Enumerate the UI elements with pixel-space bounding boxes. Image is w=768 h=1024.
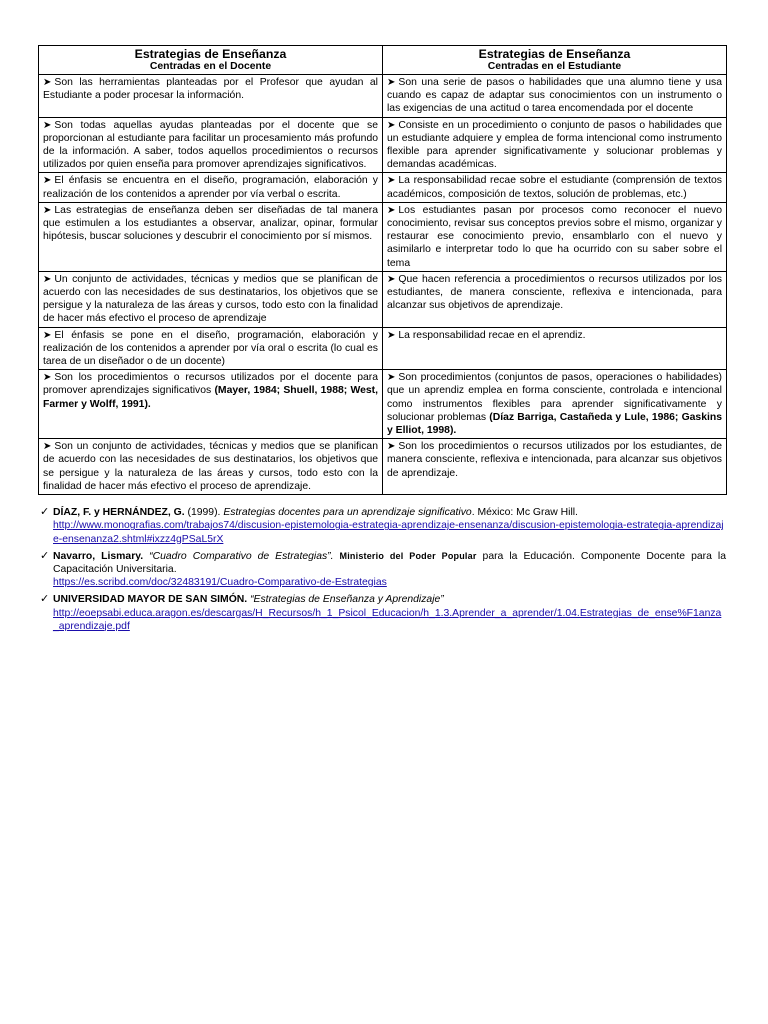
reference-item <box>38 550 726 590</box>
reference-title: “Estrategias de Enseñanza y Aprendizaje” <box>250 594 444 606</box>
arrow-bullet-icon: ➤ <box>387 273 396 285</box>
arrow-bullet-icon: ➤ <box>387 329 396 341</box>
reference-details: para la Educación. Componente Docente para la Capacitación Universitaria. <box>53 550 726 575</box>
cell-text-block <box>387 371 722 437</box>
citation-text: (Mayer, 1984; Shuell, 1988; West, Farmer y Wolff, 1991). <box>43 385 378 410</box>
cell-text-block <box>387 273 722 313</box>
arrow-bullet-icon: ➤ <box>43 329 52 341</box>
student-cell <box>383 117 727 173</box>
student-cell <box>383 327 727 370</box>
cell-text-block <box>43 329 378 369</box>
reference-citation <box>53 593 726 606</box>
cell-text: El énfasis se pone en el diseño, programación, elaboración y realización de los contenidos a aprender por vía oral o escrita (lo cual es tarea de un diseñador o de un docente) <box>43 329 378 368</box>
cell-text: Son un conjunto de actividades, técnicas y medios que se planifican de acuerdo con las necesidades de sus destinatarios, los objetivos que se persigue y la naturaleza de las áreas y cursos, todo esto con la finalidad de hacer más efectivo el proceso de aprendizaje. <box>43 441 378 492</box>
cell-text: Son las herramientas planteadas por el Profesor que ayudan al Estudiante a poder procesar la información. <box>43 77 378 102</box>
cell-text-block <box>43 273 378 326</box>
reference-author: Navarro, Lismary. <box>53 550 144 562</box>
teacher-cell <box>39 117 383 173</box>
table-row <box>39 370 727 439</box>
cell-text: Son todas aquellas ayudas planteadas por el docente que se proporcionan al estudiante para facilitar un procesamiento más profundo de la información. A saber, todos aquellos procedimientos o recursos utilizados por quien enseña para promover aprendizajes significativos. <box>43 119 378 171</box>
student-header-title: Estrategias de Enseñanza <box>478 47 631 61</box>
teacher-cell <box>39 173 383 202</box>
reference-link[interactable]: https://es.scribd.com/doc/32483191/Cuadro-Comparativo-de-Estrategias <box>53 577 387 589</box>
citation-text: (Díaz Barriga, Castañeda y Lule, 1986; Gaskins y Elliot, 1998). <box>387 411 723 437</box>
arrow-bullet-icon: ➤ <box>43 119 52 131</box>
checkmark-icon: ✓ <box>40 506 50 519</box>
reference-details: . México: Mc Graw Hill. <box>471 507 578 519</box>
cell-text: Son los procedimientos o recursos utilizados por el docente para promover aprendizajes significativos <box>43 372 378 397</box>
reference-ministry: Ministerio del Poder Popular <box>339 550 477 561</box>
cell-text: Son procedimientos (conjuntos de pasos, operaciones o habilidades) que un aprendiz emplea en forma consciente, controlada e intencional como instrumentos flexibles para aprender significativamente y solucionar problemas <box>387 372 722 423</box>
student-header-subtitle: Centradas en el Estudiante <box>487 61 622 72</box>
teacher-cell <box>39 370 383 439</box>
arrow-bullet-icon: ➤ <box>387 119 396 131</box>
arrow-bullet-icon: ➤ <box>43 204 52 216</box>
arrow-bullet-icon: ➤ <box>43 77 52 88</box>
arrow-bullet-icon: ➤ <box>387 441 396 453</box>
teacher-header-subtitle: Centradas en el Docente <box>149 61 272 72</box>
reference-link[interactable]: http://eoepsabi.educa.aragon.es/descargas/H_Recursos/h_1_Psicol_Educacion/h_1.3.Aprender_a_aprender/1.04.Estrategias_de_ense%F1anza_aprendizaje.pdf <box>53 607 722 632</box>
arrow-bullet-icon: ➤ <box>43 372 52 384</box>
table-row <box>39 327 727 370</box>
table-header-row <box>39 46 727 75</box>
arrow-bullet-icon: ➤ <box>43 273 52 285</box>
cell-text-block <box>387 119 722 172</box>
arrow-bullet-icon: ➤ <box>387 175 396 187</box>
student-cell <box>383 271 727 327</box>
cell-text-block <box>43 174 378 200</box>
cell-text: La responsabilidad recae en el aprendiz. <box>398 329 586 341</box>
cell-text-block <box>387 76 722 116</box>
cell-text: La responsabilidad recae sobre el estudiante (comprensión de textos académicos, composición de textos, solución de problemas, etc.) <box>387 175 722 200</box>
arrow-bullet-icon: ➤ <box>43 441 52 453</box>
cell-text-block <box>43 204 378 244</box>
cell-text-block <box>387 440 722 480</box>
table-row <box>39 202 727 271</box>
reference-item <box>38 506 726 546</box>
teacher-cell <box>39 439 383 495</box>
teacher-cell <box>39 271 383 327</box>
table-row <box>39 117 727 173</box>
teacher-header-title: Estrategias de Enseñanza <box>134 47 287 61</box>
cell-text: Consiste en un procedimiento o conjunto de pasos o habilidades que un estudiante adquiere y emplea de forma intencional como instrumento flexible para aprender significativamente y solucionar problemas y demandas académicas. <box>387 119 722 171</box>
cell-text: Los estudiantes pasan por procesos como reconocer el nuevo conocimiento, revisar sus conceptos previos sobre el mismo, organizar y restaurar ese conocimiento previo, ensamblarlo con el nuevo y asimilarlo e interpretar todo lo que ha ocurrido con su saber sobre el tema <box>387 204 722 269</box>
teacher-column-header <box>39 46 383 75</box>
cell-text-block <box>387 174 722 200</box>
cell-text: Son una serie de pasos o habilidades que una alumno tiene y usa cuando es capaz de adaptar sus conocimientos con un instrumento o las exigencias de una actitud o tarea encomendada por el docente <box>387 77 722 115</box>
checkmark-icon: ✓ <box>40 593 50 606</box>
cell-text: Que hacen referencia a procedimientos o recursos utilizados por los estudiantes, de manera consciente, reflexiva e intencionada, para alcanzar sus objetivos de aprendizaje. <box>387 273 722 312</box>
cell-text-block <box>43 76 378 102</box>
references-list <box>38 506 726 633</box>
student-cell <box>383 173 727 202</box>
table-row <box>39 439 727 495</box>
document-page <box>38 45 726 637</box>
cell-text-block <box>43 371 378 411</box>
table-row <box>39 75 727 118</box>
arrow-bullet-icon: ➤ <box>387 77 396 88</box>
cell-text-block <box>43 119 378 172</box>
cell-text: Un conjunto de actividades, técnicas y medios que se planifican de acuerdo con las necesidades de sus destinatarios, los objetivos que se persigue y la naturaleza de las áreas y cursos, todo esto con la finalidad de hacer más efectivo el proceso de aprendizaje <box>43 273 378 325</box>
reference-author: UNIVERSIDAD MAYOR DE SAN SIMÓN. <box>53 594 248 606</box>
student-cell <box>383 439 727 495</box>
cell-text: El énfasis se encuentra en el diseño, programación, elaboración y realización de los contenidos a aprender por vía verbal o escrita. <box>43 175 378 200</box>
reference-citation <box>53 506 726 519</box>
reference-citation <box>53 550 726 576</box>
arrow-bullet-icon: ➤ <box>43 175 52 187</box>
cell-text-block <box>387 204 722 270</box>
student-cell <box>383 75 727 118</box>
reference-title: Estrategias docentes para un aprendizaje significativo <box>223 507 472 519</box>
reference-link[interactable]: http://www.monografias.com/trabajos74/discusion-epistemologia-estrategia-aprendizaje-ensenanza/discusion-epistemologia-estrategia-aprendizaje-ensenanza2.shtml#ixzz4gPSaL5rX <box>53 520 724 545</box>
table-row <box>39 173 727 202</box>
comparison-table <box>38 45 727 495</box>
student-cell <box>383 202 727 271</box>
reference-item <box>38 593 726 633</box>
cell-text: Las estrategias de enseñanza deben ser diseñadas de tal manera que estimulen a los estudiantes a observar, analizar, opinar, formular hipótesis, buscar soluciones y descubrir el conocimiento por sí mismos. <box>43 204 378 243</box>
reference-title: “Cuadro Comparativo de Estrategias”. <box>149 550 334 562</box>
reference-year: (1999). <box>187 507 221 519</box>
teacher-cell <box>39 202 383 271</box>
arrow-bullet-icon: ➤ <box>387 204 396 216</box>
student-column-header <box>383 46 727 75</box>
cell-text-block <box>43 440 378 493</box>
cell-text: Son los procedimientos o recursos utilizados por los estudiantes, de manera consciente, reflexiva e intencionada, para alcanzar sus objetivos de aprendizaje. <box>387 441 722 479</box>
reference-author: DÍAZ, F. y HERNÁNDEZ, G. <box>53 507 185 519</box>
arrow-bullet-icon: ➤ <box>387 372 396 384</box>
teacher-cell <box>39 75 383 118</box>
cell-text-block <box>387 329 722 342</box>
table-row <box>39 271 727 327</box>
student-cell <box>383 370 727 439</box>
teacher-cell <box>39 327 383 370</box>
checkmark-icon: ✓ <box>40 549 50 562</box>
